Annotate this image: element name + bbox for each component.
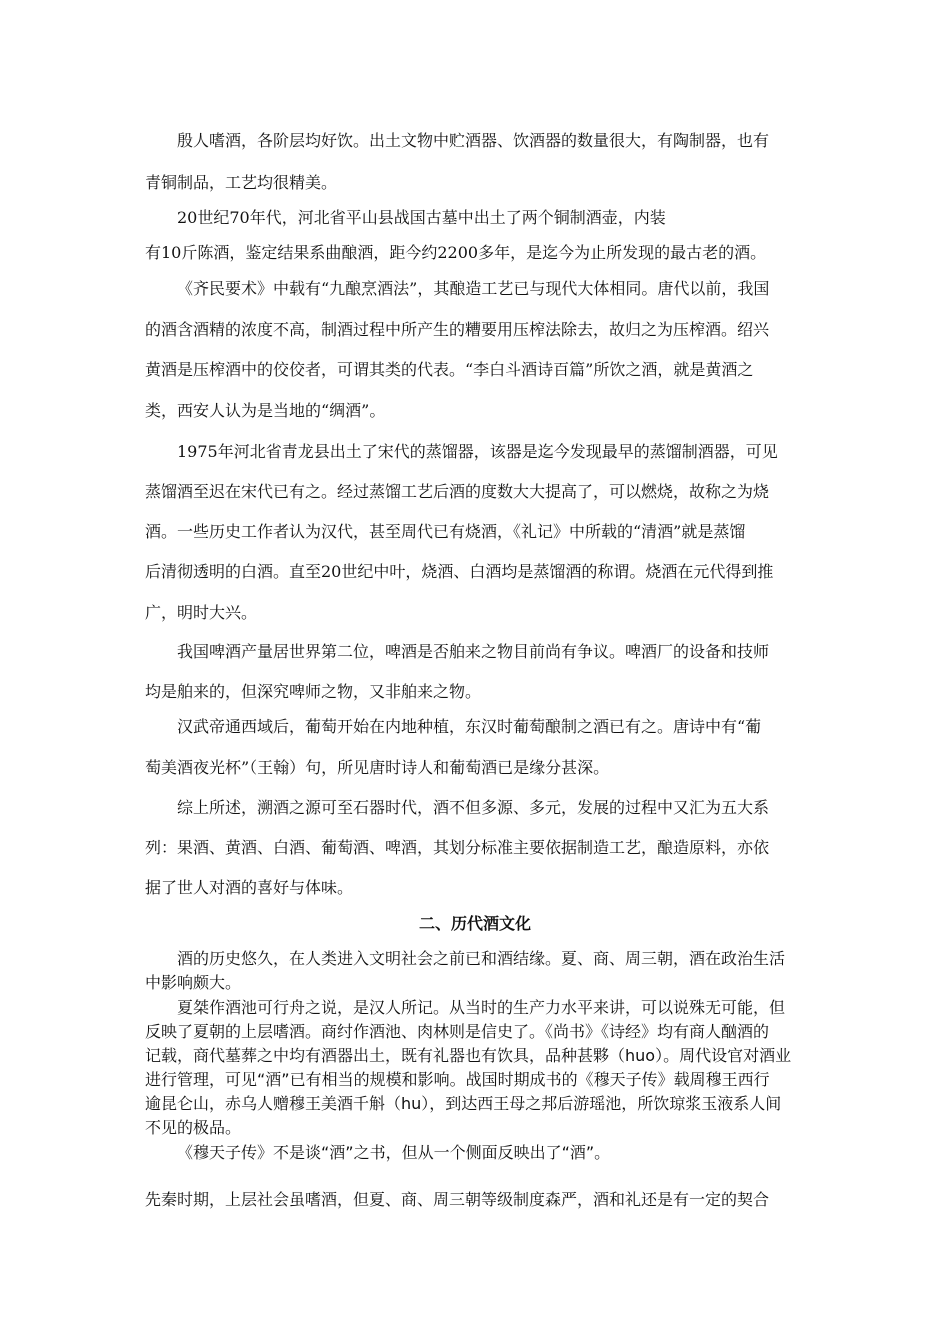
text-line: 类，西安人认为是当地的“绸酒”。	[145, 401, 386, 420]
text-line: 中影响颇大。	[145, 973, 242, 992]
text-line: 先秦时期，上层社会虽嗜酒，但夏、商、周三朝等级制度森严，酒和礼还是有一定的契合	[145, 1190, 770, 1209]
section-heading: 二、历代酒文化	[418, 914, 531, 933]
text-line: 记载，商代墓葬之中均有酒器出土，既有礼器也有饮具，品种甚夥（huo）。周代设官对酒业	[145, 1046, 792, 1065]
text-line: 据了世人对酒的喜好与体味。	[145, 878, 354, 897]
text-line: 《齐民要术》中载有“九酿烹酒法”，其酿造工艺已与现代大体相同。唐代以前，我国	[177, 279, 770, 298]
text-line: 1975年河北省青龙县出土了宋代的蒸馏器，该器是迄今发现最早的蒸馏制酒器，可见	[177, 442, 778, 461]
text-line: 我国啤酒产量居世界第二位，啤酒是否舶来之物目前尚有争议。啤酒厂的设备和技师	[177, 642, 770, 661]
text-line: 反映了夏朝的上层嗜酒。商纣作酒池、肉林则是信史了。《尚书》《诗经》均有商人酗酒的	[145, 1022, 770, 1041]
text-line: 殷人嗜酒，各阶层均好饮。出土文物中贮酒器、饮酒器的数量很大，有陶制器，也有	[177, 131, 770, 150]
text-line: 均是舶来的，但深究啤师之物，又非舶来之物。	[145, 682, 482, 701]
text-line: 进行管理，可见“酒”已有相当的规模和影响。战国时期成书的《穆天子传》载周穆王西行	[145, 1070, 770, 1089]
text-line: 不见的极品。	[145, 1118, 242, 1137]
text-line: 青铜制品，工艺均很精美。	[145, 173, 338, 192]
text-line: 后清彻透明的白酒。直至20世纪中叶，烧酒、白酒均是蒸馏酒的称谓。烧酒在元代得到推	[145, 562, 774, 581]
text-line: 逾昆仑山，赤乌人赠穆王美酒千斛（hu），到达西王母之邦后游瑶池，所饮琼浆玉液系人间	[145, 1094, 782, 1113]
text-line: 综上所述，溯酒之源可至石器时代，酒不但多源、多元，发展的过程中又汇为五大系	[177, 798, 770, 817]
text-line: 《穆天子传》不是谈“酒”之书，但从一个侧面反映出了“酒”。	[177, 1143, 611, 1162]
text-line: 列：果酒、黄酒、白酒、葡萄酒、啤酒，其划分标准主要依据制造工艺，酿造原料，亦依	[145, 838, 770, 857]
text-line: 有10斤陈酒，鉴定结果系曲酿酒，距今约2200多年，是迄今为止所发现的最古老的酒。	[145, 243, 767, 262]
text-line: 的酒含酒精的浓度不高，制酒过程中所产生的糟要用压榨法除去，故归之为压榨酒。绍兴	[145, 320, 770, 339]
text-line: 蒸馏酒至迟在宋代已有之。经过蒸馏工艺后酒的度数大大提高了，可以燃烧，故称之为烧	[145, 482, 770, 501]
text-line: 汉武帝通西域后，葡萄开始在内地种植，东汉时葡萄酿制之酒已有之。唐诗中有“葡	[177, 717, 762, 736]
text-line: 广，明时大兴。	[145, 603, 258, 622]
text-line: 酒的历史悠久，在人类进入文明社会之前已和酒结缘。夏、商、周三朝，酒在政治生活	[177, 949, 786, 968]
text-line: 萄美酒夜光杯”（王翰）句，所见唐时诗人和葡萄酒已是缘分甚深。	[145, 758, 610, 777]
text-line: 酒。一些历史工作者认为汉代，甚至周代已有烧酒，《礼记》中所载的“清酒”就是蒸馏	[145, 522, 746, 541]
text-line: 黄酒是压榨酒中的佼佼者，可谓其类的代表。“李白斗酒诗百篇”所饮之酒，就是黄酒之	[145, 360, 754, 379]
text-line: 20世纪70年代，河北省平山县战国古墓中出土了两个铜制酒壶，内装	[177, 208, 666, 227]
text-line: 夏桀作酒池可行舟之说，是汉人所记。从当时的生产力水平来讲，可以说殊无可能，但	[177, 998, 786, 1017]
